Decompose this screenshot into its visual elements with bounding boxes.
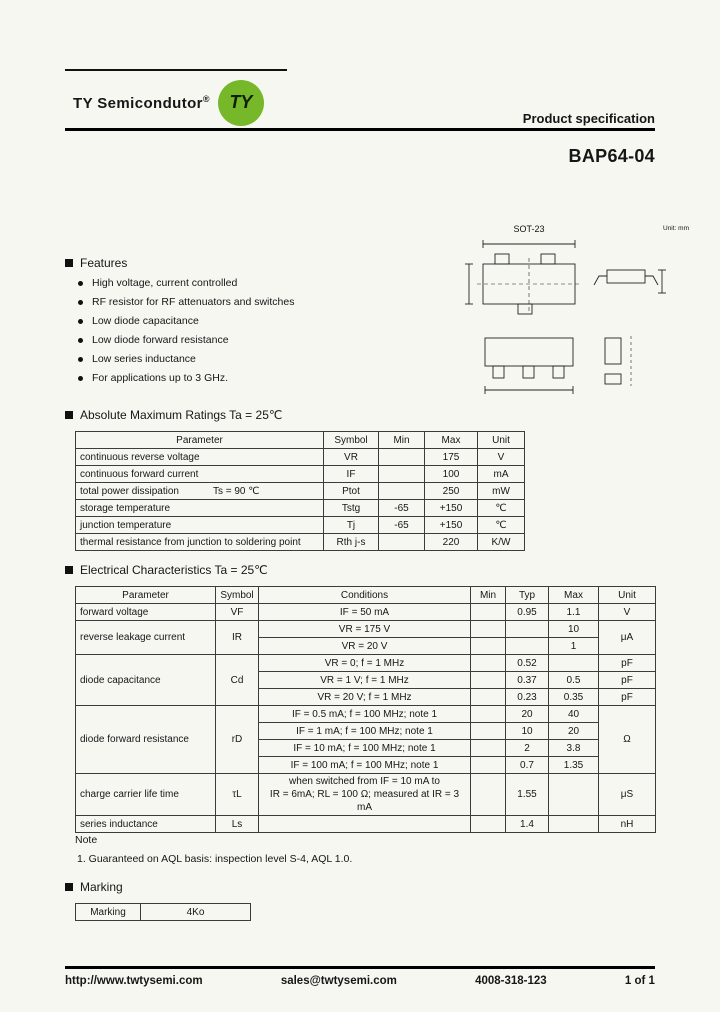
col-unit: Unit (599, 587, 656, 604)
cell-conditions (259, 774, 471, 816)
list-item (78, 277, 405, 289)
brand-logo-icon (218, 80, 264, 126)
section-heading-abs-max (65, 408, 525, 422)
cell-symbol: Cd (216, 655, 259, 706)
cell-typ: 0.95 (506, 604, 549, 621)
logo-text: TY (229, 92, 253, 112)
square-bullet-icon (65, 411, 73, 419)
table-row (76, 517, 525, 534)
col-typ: Typ (506, 587, 549, 604)
cell-unit: K/W (478, 534, 525, 551)
marking-label-cell: Marking (76, 904, 141, 921)
condition-line: when switched from IF = 10 mA to (289, 776, 440, 787)
table-row (76, 774, 656, 816)
cell-parameter: continuous reverse voltage (76, 449, 324, 466)
table-row (76, 904, 251, 921)
cell-symbol: Ptot (324, 483, 379, 500)
cell-min (471, 706, 506, 723)
section-heading-marking (65, 880, 251, 894)
list-item (78, 372, 405, 384)
cell-max: 220 (425, 534, 478, 551)
cell-symbol: IR (216, 621, 259, 655)
bullet-icon (78, 319, 83, 324)
feature-text: Low diode forward resistance (92, 334, 229, 346)
cell-max: 20 (549, 723, 599, 740)
cell-conditions: IF = 50 mA (259, 604, 471, 621)
cell-min (471, 740, 506, 757)
bullet-icon (78, 281, 83, 286)
list-item (78, 315, 405, 327)
cell-min (471, 638, 506, 655)
cell-unit: mA (478, 466, 525, 483)
cell-min (471, 757, 506, 774)
cell-typ: 1.4 (506, 816, 549, 833)
section-heading-features (65, 256, 405, 270)
cell-symbol: Tj (324, 517, 379, 534)
cell-min (471, 774, 506, 816)
table-row (76, 706, 656, 723)
note-item: 1. Guaranteed on AQL basis: inspection level S-4, AQL 1.0. (77, 853, 353, 865)
cell-max: 3.8 (549, 740, 599, 757)
marking-heading-text: Marking (80, 880, 123, 894)
list-item (78, 334, 405, 346)
cell-parameter: total power dissipation Ts = 90 ℃ (76, 483, 324, 500)
cell-typ: 1.55 (506, 774, 549, 816)
cell-min: -65 (379, 500, 425, 517)
elec-heading-text: Electrical Characteristics Ta = 25℃ (80, 563, 268, 577)
cell-typ: 20 (506, 706, 549, 723)
package-outline (465, 240, 666, 394)
bullet-icon (78, 338, 83, 343)
cell-typ: 0.37 (506, 672, 549, 689)
cell-max: 1.1 (549, 604, 599, 621)
condition-line: IR = 6mA; RL = 100 Ω; measured at IR = 3 mA (269, 789, 460, 813)
cell-symbol: IF (324, 466, 379, 483)
cell-typ: 0.7 (506, 757, 549, 774)
package-drawing (455, 218, 695, 410)
brand-block (65, 69, 287, 128)
cell-symbol: Tstg (324, 500, 379, 517)
cell-unit: μA (599, 621, 656, 655)
cell-unit: V (478, 449, 525, 466)
feature-text: High voltage, current controlled (92, 277, 238, 289)
cell-symbol: rD (216, 706, 259, 774)
cell-typ: 10 (506, 723, 549, 740)
cell-min (379, 534, 425, 551)
cell-symbol: VF (216, 604, 259, 621)
cell-parameter: series inductance (76, 816, 216, 833)
cell-unit: pF (599, 655, 656, 672)
cell-typ: 2 (506, 740, 549, 757)
cell-conditions: IF = 0.5 mA; f = 100 MHz; note 1 (259, 706, 471, 723)
abs-max-section (65, 408, 525, 551)
footer-rule (65, 966, 655, 969)
col-symbol: Symbol (324, 432, 379, 449)
cell-unit: nH (599, 816, 656, 833)
table-row (76, 500, 525, 517)
bullet-icon (78, 300, 83, 305)
col-symbol: Symbol (216, 587, 259, 604)
footer-website: http://www.twtysemi.com (65, 975, 203, 987)
cell-parameter: storage temperature (76, 500, 324, 517)
cell-min (379, 449, 425, 466)
cell-conditions: VR = 1 V; f = 1 MHz (259, 672, 471, 689)
cell-conditions: IF = 1 mA; f = 100 MHz; note 1 (259, 723, 471, 740)
bullet-icon (78, 376, 83, 381)
marking-code-cell: 4Ko (141, 904, 251, 921)
note-section (75, 834, 352, 865)
marking-section (65, 880, 251, 921)
part-number-title: BAP64-04 (568, 146, 655, 166)
features-heading-text: Features (80, 256, 128, 270)
cell-conditions: IF = 10 mA; f = 100 MHz; note 1 (259, 740, 471, 757)
cell-max: 100 (425, 466, 478, 483)
cell-unit: ℃ (478, 500, 525, 517)
table-row (76, 655, 656, 672)
abs-max-heading-text: Absolute Maximum Ratings Ta = 25℃ (80, 408, 283, 422)
cell-min (471, 723, 506, 740)
footer (65, 975, 655, 987)
table-row (76, 449, 525, 466)
table-row (76, 534, 525, 551)
cell-typ (506, 638, 549, 655)
cell-min (471, 816, 506, 833)
square-bullet-icon (65, 566, 73, 574)
cell-typ: 0.52 (506, 655, 549, 672)
feature-text: RF resistor for RF attenuators and switches (92, 296, 295, 308)
cell-unit: ℃ (478, 517, 525, 534)
cell-unit: μS (599, 774, 656, 816)
cell-typ: 0.23 (506, 689, 549, 706)
table-row (76, 466, 525, 483)
features-section (65, 256, 405, 384)
cell-parameter: reverse leakage current (76, 621, 216, 655)
cell-unit: Ω (599, 706, 656, 774)
feature-text: Low series inductance (92, 353, 196, 365)
cell-min: -65 (379, 517, 425, 534)
table-row (76, 483, 525, 500)
cell-min (471, 655, 506, 672)
cell-parameter: diode capacitance (76, 655, 216, 706)
col-min: Min (471, 587, 506, 604)
electrical-characteristics-table (75, 586, 656, 833)
cell-unit: pF (599, 689, 656, 706)
cell-max: 10 (549, 621, 599, 638)
col-max: Max (425, 432, 478, 449)
cell-conditions: VR = 0; f = 1 MHz (259, 655, 471, 672)
cell-conditions: IF = 100 mA; f = 100 MHz; note 1 (259, 757, 471, 774)
col-parameter: Parameter (76, 432, 324, 449)
table-header-row (76, 587, 656, 604)
cell-symbol: Rth j-s (324, 534, 379, 551)
cell-max: +150 (425, 517, 478, 534)
brand-name (73, 94, 210, 112)
cell-max: 1.35 (549, 757, 599, 774)
header-rule (65, 128, 655, 131)
cell-parameter: charge carrier life time (76, 774, 216, 816)
cell-unit: mW (478, 483, 525, 500)
col-min: Min (379, 432, 425, 449)
cell-parameter: diode forward resistance (76, 706, 216, 774)
cell-max: 0.5 (549, 672, 599, 689)
product-specification-label: Product specification (522, 111, 655, 126)
cell-parameter: junction temperature (76, 517, 324, 534)
cell-min (379, 466, 425, 483)
cell-max: +150 (425, 500, 478, 517)
square-bullet-icon (65, 883, 73, 891)
cell-parameter: forward voltage (76, 604, 216, 621)
cell-unit: pF (599, 672, 656, 689)
cell-symbol: VR (324, 449, 379, 466)
cell-min (471, 604, 506, 621)
col-parameter: Parameter (76, 587, 216, 604)
cell-conditions (259, 816, 471, 833)
cell-symbol: τL (216, 774, 259, 816)
cell-max: 40 (549, 706, 599, 723)
package-unit-label: Unit: mm (663, 225, 689, 232)
cell-parameter: continuous forward current (76, 466, 324, 483)
cell-conditions: VR = 20 V; f = 1 MHz (259, 689, 471, 706)
electrical-characteristics-section (65, 563, 656, 833)
bullet-icon (78, 357, 83, 362)
brand-text: TY Semicondutor (73, 94, 203, 112)
cell-conditions: VR = 175 V (259, 621, 471, 638)
marking-table (75, 903, 251, 921)
table-row (76, 816, 656, 833)
feature-text: Low diode capacitance (92, 315, 199, 327)
cell-min (471, 672, 506, 689)
cell-min (379, 483, 425, 500)
col-unit: Unit (478, 432, 525, 449)
table-row (76, 604, 656, 621)
col-conditions: Conditions (259, 587, 471, 604)
cell-min (471, 689, 506, 706)
table-header-row (76, 432, 525, 449)
cell-max (549, 655, 599, 672)
cell-max (549, 816, 599, 833)
list-item (78, 353, 405, 365)
cell-min (471, 621, 506, 638)
cell-typ (506, 621, 549, 638)
package-title: SOT-23 (513, 224, 545, 234)
abs-max-table (75, 431, 525, 551)
section-heading-elec (65, 563, 656, 577)
square-bullet-icon (65, 259, 73, 267)
feature-text: For applications up to 3 GHz. (92, 372, 228, 384)
list-item (78, 296, 405, 308)
footer-phone: 4008-318-123 (475, 975, 547, 987)
cell-unit: V (599, 604, 656, 621)
cell-conditions: VR = 20 V (259, 638, 471, 655)
cell-max: 1 (549, 638, 599, 655)
note-heading: Note (75, 834, 98, 846)
footer-email: sales@twtysemi.com (280, 975, 397, 987)
cell-max: 175 (425, 449, 478, 466)
cell-max (549, 774, 599, 816)
cell-parameter: thermal resistance from junction to soldering point (76, 534, 324, 551)
footer-page-number: 1 of 1 (624, 975, 655, 987)
cell-symbol: Ls (216, 816, 259, 833)
table-row (76, 621, 656, 638)
cell-max: 0.35 (549, 689, 599, 706)
registered-trademark-icon: ® (202, 93, 210, 104)
cell-max: 250 (425, 483, 478, 500)
col-max: Max (549, 587, 599, 604)
